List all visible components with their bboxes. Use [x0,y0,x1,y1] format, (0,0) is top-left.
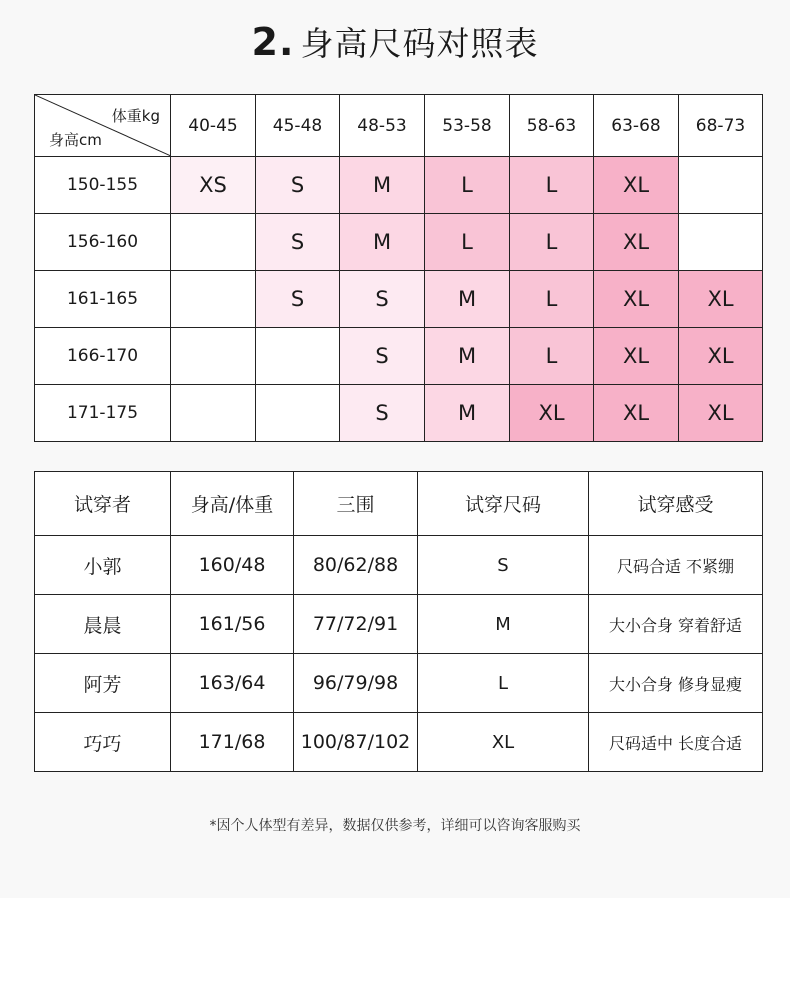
size-cell [171,271,256,328]
height-range-label: 166-170 [35,328,171,385]
corner-height-label: 身高cm [49,131,102,149]
corner-cell [35,95,171,157]
size-cell: L [510,328,594,385]
tester-measurements: 80/62/88 [294,536,418,595]
size-cell: M [340,157,425,214]
tester-name: 小郭 [35,536,171,595]
size-cell: S [340,385,425,442]
size-cell [256,328,340,385]
tester-size: L [418,654,589,713]
tester-feel: 尺码合适 不紧绷 [589,536,763,595]
try-on-header-feel: 试穿感受 [589,472,763,536]
size-cell: XL [594,271,679,328]
corner-weight-label: 体重kg [111,107,160,125]
size-cell: XL [679,385,763,442]
size-cell: S [340,271,425,328]
size-cell: XL [594,157,679,214]
size-cell: XL [594,214,679,271]
size-cell: S [256,271,340,328]
weight-range-header: 48-53 [340,95,425,157]
weight-range-header: 63-68 [594,95,679,157]
tester-size: S [418,536,589,595]
tester-size: M [418,595,589,654]
page-title [0,18,790,65]
try-on-header-measurements: 三围 [294,472,418,536]
try-on-table [34,471,763,772]
size-cell: M [425,271,510,328]
size-cell: XL [679,328,763,385]
tester-height-weight: 161/56 [171,595,294,654]
tester-size: XL [418,713,589,772]
size-cell: S [256,157,340,214]
size-cell: XL [594,385,679,442]
size-cell [171,385,256,442]
try-on-row [35,595,763,654]
size-chart-table [34,94,763,442]
tester-feel: 大小合身 修身显瘦 [589,654,763,713]
tester-measurements: 77/72/91 [294,595,418,654]
size-cell: XS [171,157,256,214]
tester-height-weight: 163/64 [171,654,294,713]
size-cell: S [256,214,340,271]
tester-height-weight: 160/48 [171,536,294,595]
size-cell [256,385,340,442]
weight-range-header: 58-63 [510,95,594,157]
try-on-header-height-weight: 身高/体重 [171,472,294,536]
size-cell [171,328,256,385]
tester-measurements: 96/79/98 [294,654,418,713]
size-chart-row [35,385,763,442]
size-cell [171,214,256,271]
size-cell: S [340,328,425,385]
title-text: 身高尺码对照表 [300,24,539,63]
tester-name: 阿芳 [35,654,171,713]
size-cell: L [425,157,510,214]
size-cell [679,214,763,271]
size-cell [679,157,763,214]
size-cell: L [510,214,594,271]
size-chart-row [35,157,763,214]
try-on-header-name: 试穿者 [35,472,171,536]
size-cell: L [510,271,594,328]
size-chart-row [35,328,763,385]
tester-feel: 尺码适中 长度合适 [589,713,763,772]
try-on-header-row [35,472,763,536]
size-chart-row [35,214,763,271]
try-on-row [35,713,763,772]
size-cell: XL [679,271,763,328]
size-cell: XL [594,328,679,385]
height-range-label: 150-155 [35,157,171,214]
size-cell: L [425,214,510,271]
weight-range-header: 68-73 [679,95,763,157]
weight-range-header: 45-48 [256,95,340,157]
height-range-label: 161-165 [35,271,171,328]
size-cell: XL [510,385,594,442]
size-chart-header-row [35,95,763,157]
tester-measurements: 100/87/102 [294,713,418,772]
weight-range-header: 40-45 [171,95,256,157]
size-chart-row [35,271,763,328]
try-on-header-size: 试穿尺码 [418,472,589,536]
tester-feel: 大小合身 穿着舒适 [589,595,763,654]
tester-height-weight: 171/68 [171,713,294,772]
title-number: 2. [251,20,295,64]
tester-name: 巧巧 [35,713,171,772]
weight-range-header: 53-58 [425,95,510,157]
footnote: *因个人体型有差异，数据仅供参考，详细可以咨询客服购买 [209,818,581,834]
size-cell: M [425,328,510,385]
size-cell: M [425,385,510,442]
height-range-label: 171-175 [35,385,171,442]
size-cell: L [510,157,594,214]
tester-name: 晨晨 [35,595,171,654]
height-range-label: 156-160 [35,214,171,271]
size-cell: M [340,214,425,271]
try-on-row [35,536,763,595]
try-on-row [35,654,763,713]
